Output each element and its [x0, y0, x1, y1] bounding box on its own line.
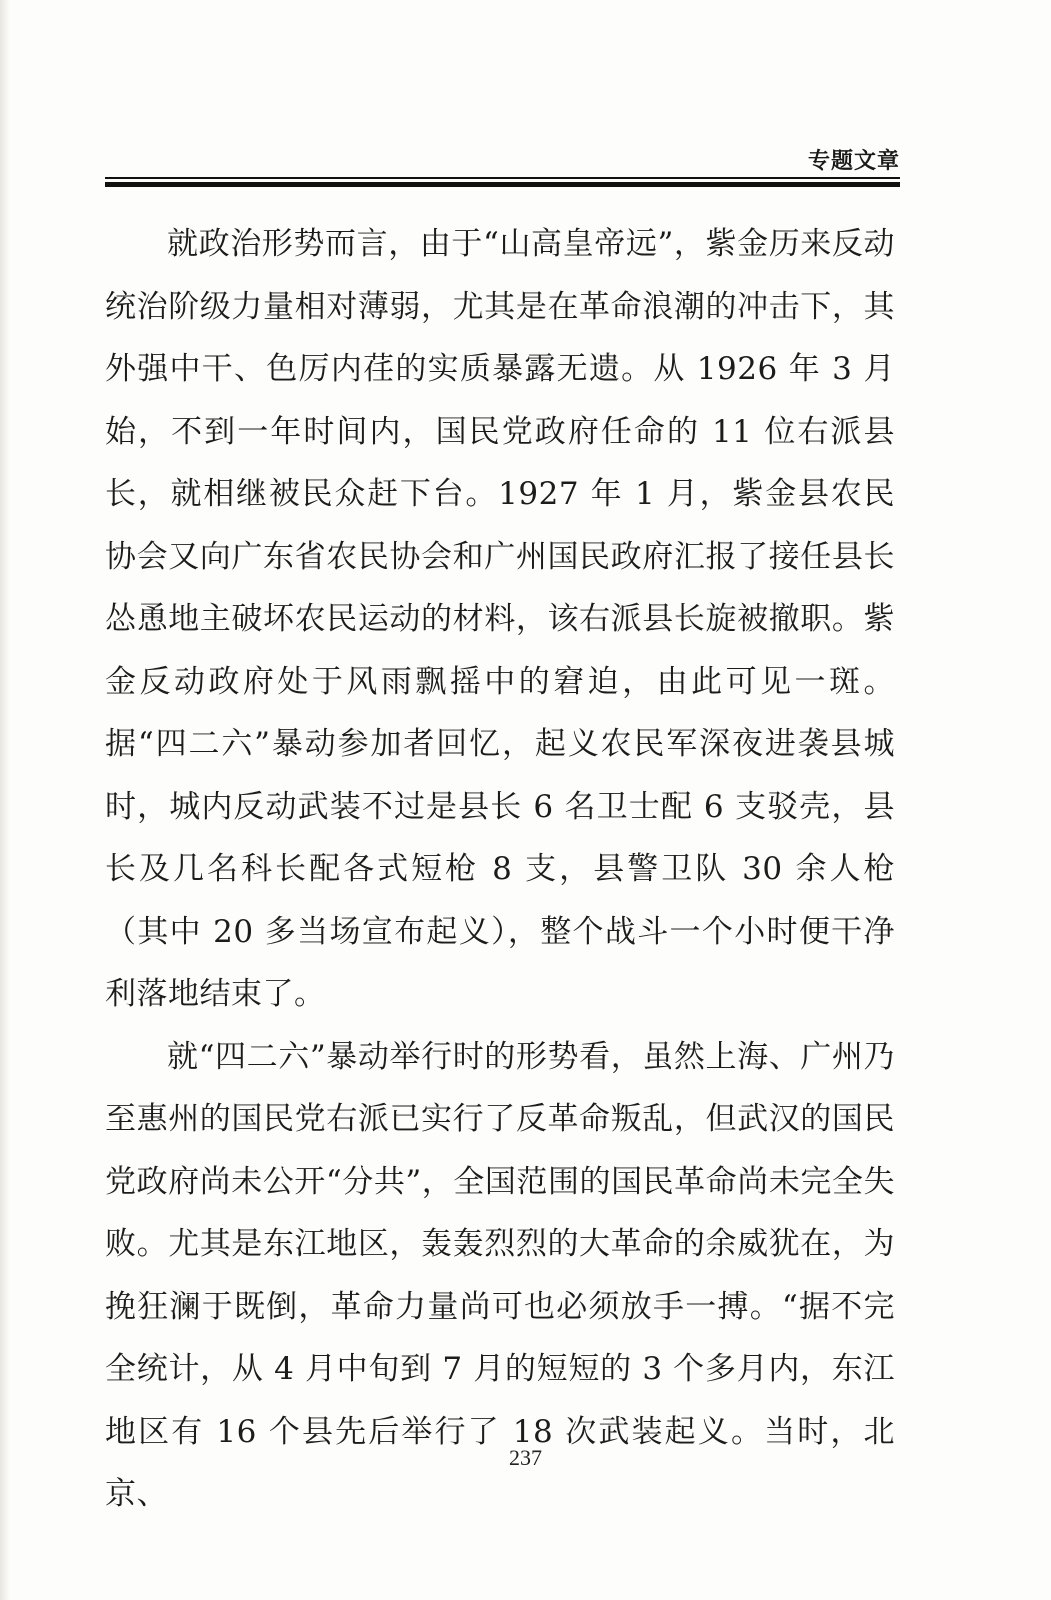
- header-rule-thin: [105, 177, 900, 179]
- header-rule-thick: [105, 182, 900, 187]
- section-label: 专题文章: [807, 149, 900, 174]
- page-edge-shadow: [0, 0, 10, 1600]
- page-number: 237: [509, 1445, 542, 1470]
- page-header: [105, 140, 900, 190]
- paragraph-2: 就“四二六”暴动举行时的形势看，虽然上海、广州乃至惠州的国民党右派已实行了反革命叛乱，但武汉的国民党政府尚未公开“分共”，全国范围的国民革命尚未完全失败。尤其是东江地区，轰轰烈烈的大革命的余威犹在，为挽狂澜于既倒，革命力量尚可也必须放手一搏。“据不完全统计，从 4 月中旬到 7 月的短短的 3 个多月内，东江地区有 16 个县先后举行了 18 次武装起义。当时，北京、: [105, 1038, 895, 1512]
- paragraph-1: 就政治形势而言，由于“山高皇帝远”，紫金历来反动统治阶级力量相对薄弱，尤其是在革命浪潮的冲击下，其外强中干、色厉内荏的实质暴露无遗。从 1926 年 3 月始，不到一年时间内，国民党政府任命的 11 位右派县长，就相继被民众赶下台。1927 年 1 月，紫金县农民协会又向广东省农民协会和广州国民政府汇报了接任县长怂恿地主破坏农民运动的材料，该右派县长旋被撤职。紫金反动政府处于风雨飘摇中的窘迫，由此可见一斑。据“四二六”暴动参加者回忆，起义农民军深夜进袭县城时，城内反动武装不过是县长 6 名卫士配 6 支驳壳，县长及几名科长配各式短枪 8 支，县警卫队 30 余人枪（其中 20 多当场宣布起义），整个战斗一个小时便干净利落地结束了。: [105, 226, 895, 1012]
- article-body: [105, 213, 895, 1526]
